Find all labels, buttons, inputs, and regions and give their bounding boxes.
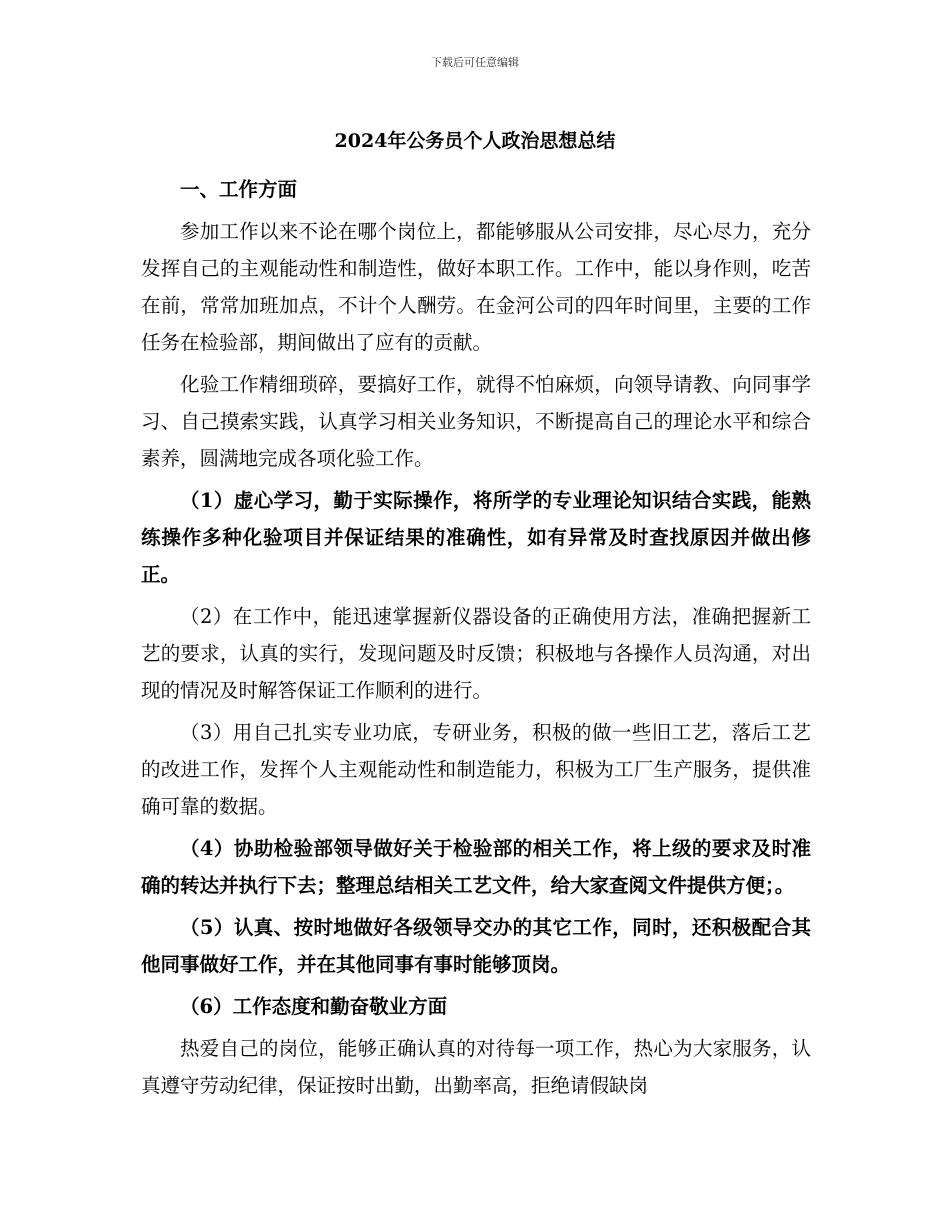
section-heading: 一、工作方面 [180, 178, 298, 201]
paragraph: 化验工作精细琐碎，要搞好工作，就得不怕麻烦，向领导请教、向同事学习、自己摸索实践，认真学习相关业务知识，不断提高自己的理论水平和综合素养，圆满地完成各项化验工作。 [141, 373, 811, 470]
paragraph-item-3: （3）用自己扎实专业功底，专研业务，积极的做一些旧工艺，落后工艺的改进工作，发挥个人主观能动性和制造能力，积极为工厂生产服务，提供准确可靠的数据。 [141, 721, 811, 818]
document-body [141, 171, 811, 1104]
paragraph-item-5: （5）认真、按时地做好各级领导交办的其它工作，同时，还积极配合其他同事做好工作，并在其他同事有事时能够顶岗。 [141, 916, 811, 976]
paragraph-item-4: （4）协助检验部领导做好关于检验部的相关工作，将上级的要求及时准确的转达并执行下去；整理总结相关工艺文件，给大家查阅文件提供方便；。 [141, 837, 811, 897]
paragraph: 热爱自己的岗位，能够正确认真的对待每一项工作，热心为大家服务，认真遵守劳动纪律，保证按时出勤，出勤率高，拒绝请假缺岗 [141, 1037, 811, 1097]
page-header: 下载后可任意编辑 [431, 56, 519, 69]
paragraph: 参加工作以来不论在哪个岗位上，都能够服从公司安排，尽心尽力，充分发挥自己的主观能动性和制造性，做好本职工作。工作中，能以身作则，吃苦在前，常常加班加点，不计个人酬劳。在金河公司的四年时间里，主要的工作任务在检验部，期间做出了应有的贡献。 [141, 220, 811, 354]
document-title: 2024年公务员个人政治思想总结 [334, 130, 616, 152]
subheading-item-6: （6）工作态度和勤奋敬业方面 [180, 995, 448, 1018]
paragraph-item-1: （1）虚心学习，勤于实际操作，将所学的专业理论知识结合实践，能熟练操作多种化验项目并保证结果的准确性，如有异常及时查找原因并做出修正。 [141, 489, 811, 586]
paragraph-item-2: （2）在工作中，能迅速掌握新仪器设备的正确使用方法，准确把握新工艺的要求，认真的实行，发现问题及时反馈；积极地与各操作人员沟通，对出现的情况及时解答保证工作顺利的进行。 [141, 605, 811, 702]
